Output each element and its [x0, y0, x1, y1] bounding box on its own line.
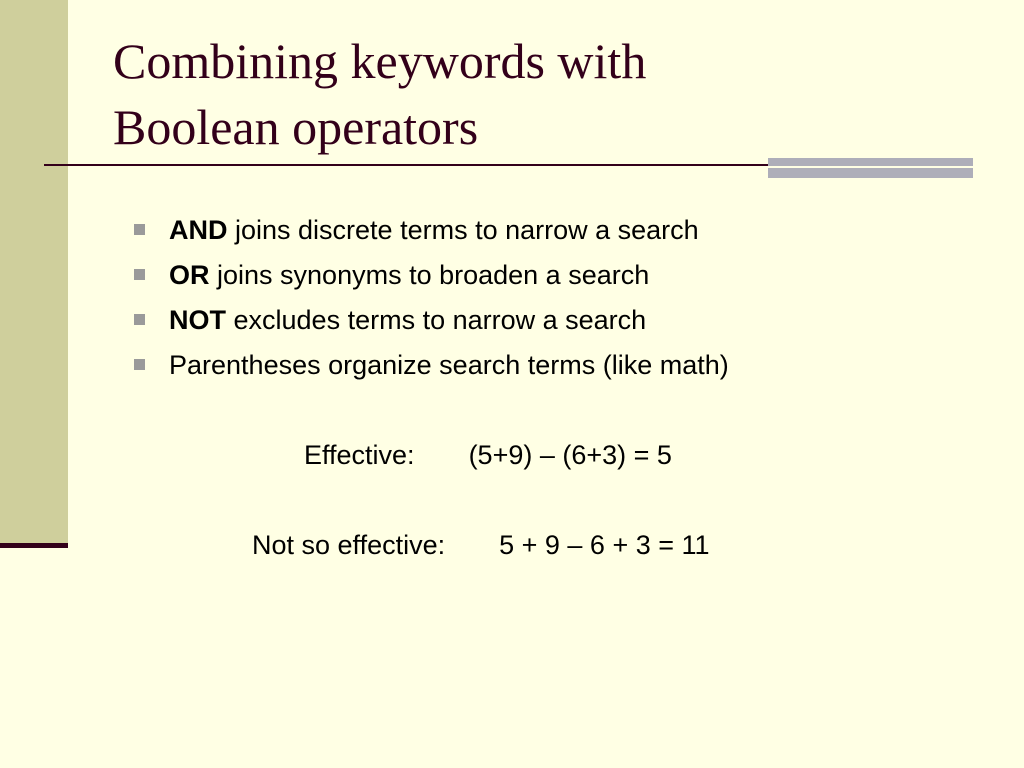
slide-title	[113, 28, 646, 160]
left-side-bar	[0, 0, 68, 546]
bullet-list	[134, 210, 729, 390]
bullet-item-not	[134, 300, 729, 345]
effective-expression: (5+9) – (6+3) = 5	[468, 440, 672, 470]
not-effective-expression: 5 + 9 – 6 + 3 = 11	[499, 530, 710, 560]
square-bullet-icon	[134, 359, 145, 370]
not-effective-example	[252, 527, 710, 563]
left-bar-accent-line	[0, 543, 68, 548]
bullet-item-or	[134, 255, 729, 300]
bullet-text: Parentheses organize search terms (like math)	[169, 350, 729, 380]
effective-example	[304, 437, 672, 473]
effective-label: Effective:	[304, 440, 415, 470]
bullet-text: excludes terms to narrow a search	[226, 305, 647, 335]
bullet-keyword: AND	[169, 215, 228, 245]
bullet-item-parentheses	[134, 345, 729, 390]
title-line-1: Combining keywords with	[113, 33, 647, 89]
square-bullet-icon	[134, 224, 145, 235]
square-bullet-icon	[134, 269, 145, 280]
square-bullet-icon	[134, 314, 145, 325]
bullet-keyword: OR	[169, 260, 210, 290]
bullet-keyword: NOT	[169, 305, 226, 335]
not-effective-label: Not so effective:	[252, 530, 446, 560]
bullet-item-and	[134, 210, 729, 255]
bullet-text: joins discrete terms to narrow a search	[227, 215, 699, 245]
title-accent-bar	[768, 158, 973, 178]
title-line-2: Boolean operators	[113, 99, 479, 155]
bullet-text: joins synonyms to broaden a search	[209, 260, 650, 290]
